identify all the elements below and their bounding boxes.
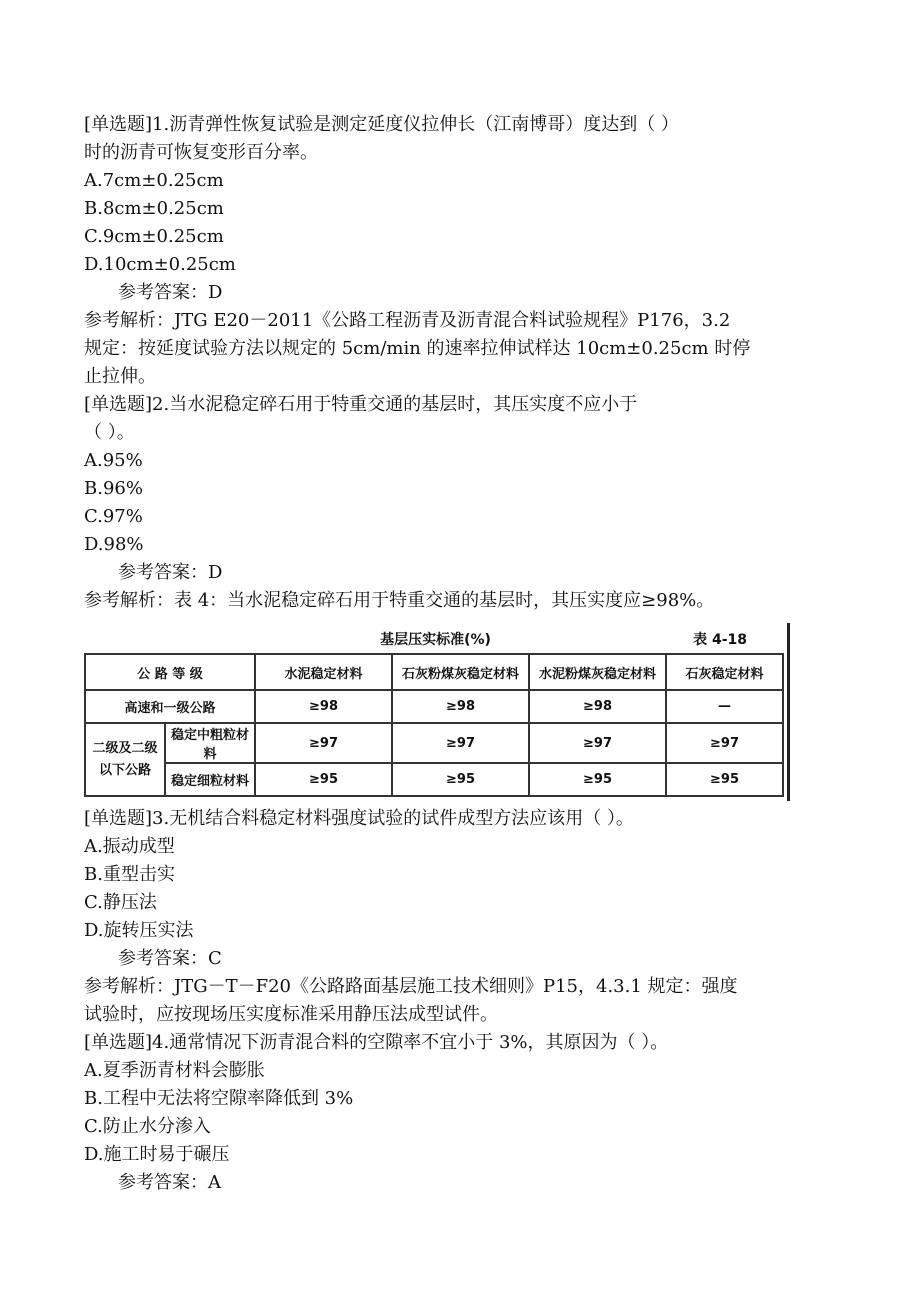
q2-option-b: B.96% bbox=[84, 478, 143, 499]
q3-option-b: B.重型击实 bbox=[84, 864, 175, 885]
table-cell: ≥98 bbox=[255, 690, 392, 723]
q1-analysis-line2: 规定：按延度试验方法以规定的 5cm/min 的速率拉伸试样达 10cm±0.25cm 时停 bbox=[84, 338, 751, 359]
q1-stem-line1: [单选题]1.沥青弹性恢复试验是测定延度仪拉伸长（江南博哥）度达到（ ） bbox=[84, 114, 679, 135]
q1-option-c: C.9cm±0.25cm bbox=[84, 226, 224, 247]
q4-answer: 参考答案：A bbox=[118, 1172, 221, 1193]
q2-option-d: D.98% bbox=[84, 534, 144, 555]
q3-stem-line1: [单选题]3.无机结合料稳定材料强度试验的试件成型方法应该用（ ）。 bbox=[84, 808, 634, 829]
compaction-standard-table bbox=[84, 623, 790, 801]
table-group-label-1: 二级及二级 bbox=[92, 740, 158, 756]
q4-option-b: B.工程中无法将空隙率降低到 3% bbox=[84, 1088, 354, 1109]
table-cell: 稳定中粗粒材料 bbox=[165, 723, 255, 763]
table-header-bar bbox=[84, 623, 787, 653]
table-header-cell: 水泥稳定材料 bbox=[255, 654, 392, 690]
table-grid bbox=[84, 653, 784, 797]
q2-stem-line1: [单选题]2.当水泥稳定碎石用于特重交通的基层时，其压实度不应小于 bbox=[84, 394, 638, 415]
table-cell: ≥97 bbox=[255, 723, 392, 763]
q3-option-d: D.旋转压实法 bbox=[84, 920, 194, 941]
q1-option-b: B.8cm±0.25cm bbox=[84, 198, 224, 219]
table-cell: ≥97 bbox=[666, 723, 783, 763]
table-cell: 稳定细粒材料 bbox=[165, 763, 255, 796]
table-group-cell bbox=[85, 723, 165, 796]
q3-analysis-line1: 参考解析：JTG－T－F20《公路路面基层施工技术细则》P15，4.3.1 规定：强度 bbox=[84, 976, 738, 997]
q4-option-a: A.夏季沥青材料会膨胀 bbox=[84, 1060, 265, 1081]
table-cell: ≥98 bbox=[392, 690, 529, 723]
table-cell: ≥95 bbox=[392, 763, 529, 796]
table-cell: ≥95 bbox=[666, 763, 783, 796]
table-row bbox=[85, 723, 783, 763]
q3-answer: 参考答案：C bbox=[118, 948, 222, 969]
q2-answer: 参考答案：D bbox=[118, 562, 223, 583]
table-cell: ≥95 bbox=[529, 763, 666, 796]
q1-analysis-line1: 参考解析：JTG E20－2011《公路工程沥青及沥青混合料试验规程》P176，3.2 bbox=[84, 310, 731, 331]
table-header-cell: 石灰稳定材料 bbox=[666, 654, 783, 690]
q1-analysis-line3: 止拉伸。 bbox=[84, 366, 156, 387]
q2-stem-line2: （ ）。 bbox=[84, 422, 135, 443]
table-cell: ≥97 bbox=[392, 723, 529, 763]
q3-analysis-line2: 试验时，应按现场压实度标准采用静压法成型试件。 bbox=[84, 1004, 498, 1025]
table-cell: — bbox=[666, 690, 783, 723]
q2-option-c: C.97% bbox=[84, 506, 143, 527]
table-cell: ≥97 bbox=[529, 723, 666, 763]
q1-stem-line2: 时的沥青可恢复变形百分率。 bbox=[84, 142, 318, 163]
table-header-cell: 石灰粉煤灰稳定材料 bbox=[392, 654, 529, 690]
table-cell: ≥98 bbox=[529, 690, 666, 723]
table-number: 表 4-18 bbox=[693, 632, 747, 648]
table-row bbox=[85, 690, 783, 723]
table-header-cell: 公 路 等 级 bbox=[85, 654, 255, 690]
q2-option-a: A.95% bbox=[84, 450, 143, 471]
table-title: 基层压实标准(%) bbox=[380, 632, 491, 648]
table-group-label-2: 以下公路 bbox=[98, 762, 151, 778]
q1-option-d: D.10cm±0.25cm bbox=[84, 254, 236, 275]
q4-option-d: D.施工时易于碾压 bbox=[84, 1144, 230, 1165]
table-row-header bbox=[85, 654, 783, 690]
table-cell: 高速和一级公路 bbox=[85, 690, 255, 723]
table-row bbox=[85, 763, 783, 796]
table-header-cell: 水泥粉煤灰稳定材料 bbox=[529, 654, 666, 690]
q3-option-a: A.振动成型 bbox=[84, 836, 175, 857]
exam-document bbox=[84, 111, 844, 1197]
q4-option-c: C.防止水分渗入 bbox=[84, 1116, 211, 1137]
q2-analysis-line1: 参考解析：表 4：当水泥稳定碎石用于特重交通的基层时，其压实度应≥98%。 bbox=[84, 590, 715, 611]
table-cell: ≥95 bbox=[255, 763, 392, 796]
q3-option-c: C.静压法 bbox=[84, 892, 157, 913]
q1-option-a: A.7cm±0.25cm bbox=[84, 170, 224, 191]
q1-answer: 参考答案：D bbox=[118, 282, 223, 303]
q4-stem-line1: [单选题]4.通常情况下沥青混合料的空隙率不宜小于 3%，其原因为（ ）。 bbox=[84, 1032, 669, 1053]
